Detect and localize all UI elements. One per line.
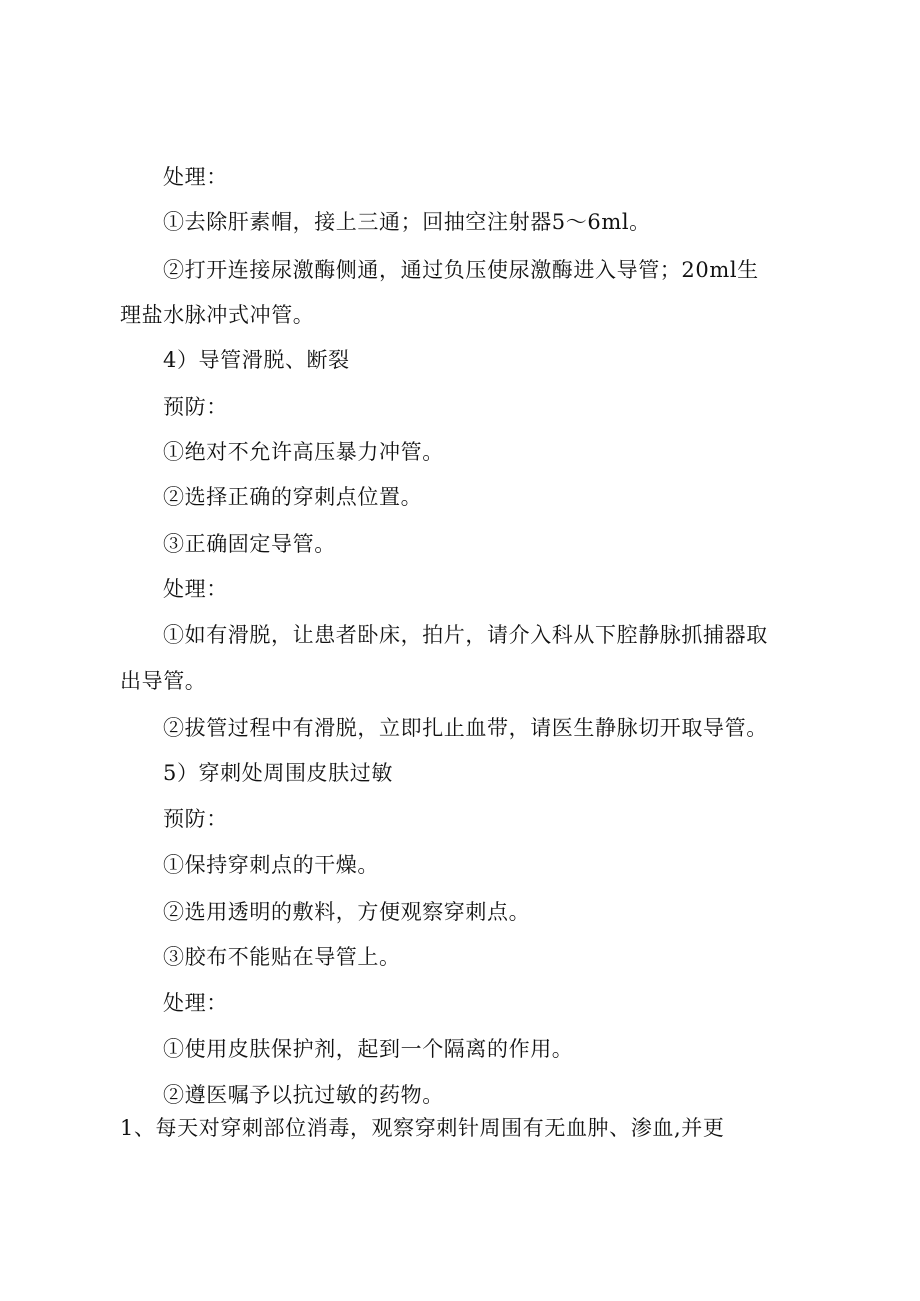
paragraph-line: ②遵医嘱予以抗过敏的药物。 [163, 1083, 444, 1107]
section-heading: 5）穿刺处周围皮肤过敏 [163, 761, 393, 785]
paragraph-line: ①去除肝素帽，接上三通；回抽空注射器5～6ml。 [163, 210, 651, 234]
paragraph-line: ②选用透明的敷料，方便观察穿刺点。 [163, 900, 531, 924]
paragraph-line: ①绝对不允许高压暴力冲管。 [163, 440, 444, 464]
paragraph-line: ②拔管过程中有滑脱，立即扎止血带，请医生静脉切开取导管。 [163, 716, 768, 740]
paragraph-line: ②选择正确的穿刺点位置。 [163, 485, 423, 509]
paragraph-line: 1、每天对穿刺部位消毒，观察穿刺针周围有无血肿、渗血,并更 [120, 1116, 725, 1140]
heading-prevention: 预防： [163, 807, 228, 831]
paragraph-line: ③胶布不能贴在导管上。 [163, 945, 401, 969]
paragraph-line: ①如有滑脱，让患者卧床，拍片，请介入科从下腔静脉抓捕器取 [163, 623, 768, 647]
paragraph-line: ③正确固定导管。 [163, 532, 336, 556]
paragraph-line: ①使用皮肤保护剂，起到一个隔离的作用。 [163, 1037, 574, 1061]
paragraph-line: 理盐水脉冲式冲管。 [120, 303, 315, 327]
paragraph-line: ②打开连接尿激酶侧通，通过负压使尿激酶进入导管；20ml生 [163, 258, 759, 282]
heading-treatment: 处理： [163, 165, 228, 189]
section-heading: 4）导管滑脱、断裂 [163, 348, 350, 372]
heading-treatment: 处理： [163, 577, 228, 601]
heading-treatment: 处理： [163, 991, 228, 1015]
paragraph-line: 出导管。 [120, 669, 207, 693]
heading-prevention: 预防： [163, 395, 228, 419]
paragraph-line: ①保持穿刺点的干燥。 [163, 853, 379, 877]
